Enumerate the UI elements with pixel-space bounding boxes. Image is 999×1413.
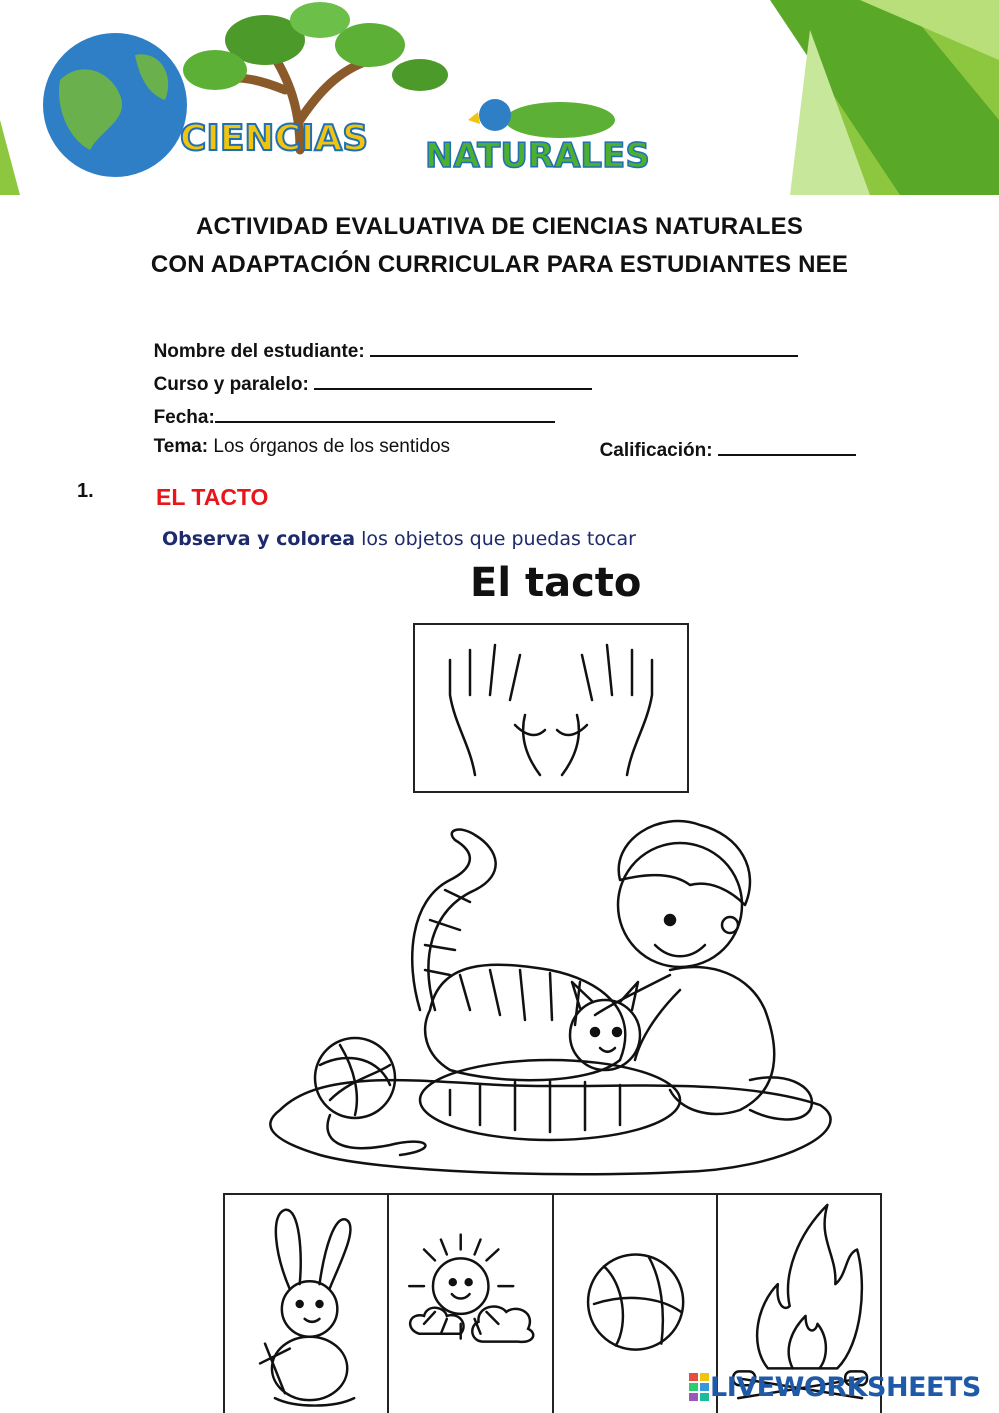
logo-word-naturales: NATURALES bbox=[425, 136, 650, 176]
logo-word-ciencias: CIENCIAS bbox=[180, 118, 369, 159]
grade-field bbox=[589, 414, 856, 462]
question-number: 1. bbox=[77, 480, 94, 502]
liveworksheets-watermark bbox=[688, 1370, 981, 1404]
instruction bbox=[162, 528, 636, 550]
question-title: EL TACTO bbox=[156, 484, 269, 510]
image-title: El tacto bbox=[470, 560, 642, 606]
grade-label: Calificación: bbox=[599, 440, 713, 461]
topic-label: Tema: bbox=[153, 436, 209, 457]
watermark-text: LIVEWORKSHEETS bbox=[710, 1371, 981, 1403]
topic-value: Los órganos de los sentidos bbox=[213, 436, 451, 457]
instruction-rest: los objetos que puedas tocar bbox=[355, 528, 636, 550]
title-line-2: CON ADAPTACIÓN CURRICULAR PARA ESTUDIANTES NEE bbox=[150, 251, 849, 278]
title-line-1: ACTIVIDAD EVALUATIVA DE CIENCIAS NATURALES bbox=[195, 213, 804, 240]
header-banner bbox=[0, 0, 999, 195]
sun-icon bbox=[389, 1195, 551, 1413]
option-sun[interactable] bbox=[389, 1195, 553, 1413]
liveworksheets-logo-icon bbox=[688, 1372, 710, 1402]
hands-illustration bbox=[413, 623, 689, 793]
student-name-label: Nombre del estudiante: bbox=[153, 341, 365, 362]
grade-input[interactable] bbox=[718, 436, 856, 456]
rabbit-icon bbox=[225, 1195, 387, 1413]
boy-with-cat-illustration bbox=[260, 810, 850, 1180]
option-rabbit[interactable] bbox=[225, 1195, 389, 1413]
course-label: Curso y paralelo: bbox=[153, 374, 309, 395]
hands-icon bbox=[415, 625, 687, 791]
instruction-bold: Observa y colorea bbox=[162, 528, 356, 550]
topic-field bbox=[143, 414, 450, 458]
date-label: Fecha: bbox=[153, 407, 215, 428]
